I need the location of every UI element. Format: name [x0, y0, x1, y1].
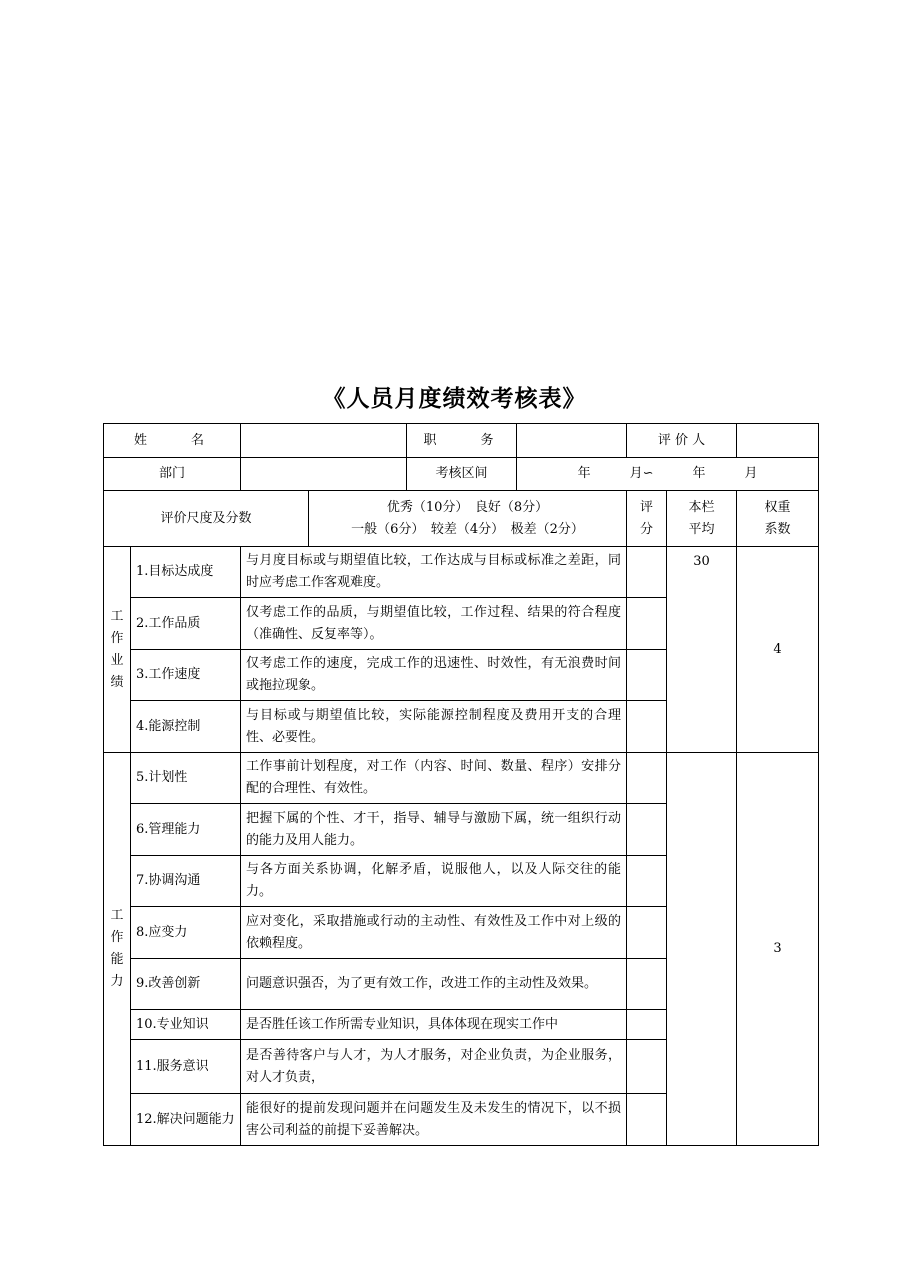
position-field[interactable]	[517, 424, 627, 458]
dept-field[interactable]	[241, 458, 407, 491]
header-row-2	[104, 458, 819, 491]
item-label: 9.改善创新	[131, 959, 241, 1010]
evaluator-label: 评 价 人	[627, 424, 737, 458]
score-cell[interactable]	[627, 1010, 667, 1040]
position-label: 职 务	[407, 424, 517, 458]
item-row	[104, 753, 819, 804]
section-average: 30	[667, 547, 737, 753]
section-weight: 3	[737, 753, 819, 1146]
item-label: 10.专业知识	[131, 1010, 241, 1040]
score-cell[interactable]	[627, 907, 667, 959]
score-cell[interactable]	[627, 959, 667, 1010]
item-row	[104, 547, 819, 598]
item-description: 仅考虑工作的速度，完成工作的迅速性、时效性，有无浪费时间或拖拉现象。	[241, 650, 627, 701]
item-description: 与各方面关系协调，化解矛盾，说服他人，以及人际交往的能力。	[241, 856, 627, 907]
item-label: 2.工作品质	[131, 598, 241, 650]
item-label: 5.计划性	[131, 753, 241, 804]
item-description: 与月度目标或与期望值比较，工作达成与目标或标准之差距，同时应考虑工作客观难度。	[241, 547, 627, 598]
item-label: 3.工作速度	[131, 650, 241, 701]
scale-label: 评价尺度及分数	[104, 491, 309, 547]
item-description: 能很好的提前发现问题并在问题发生及未发生的情况下，以不损害公司利益的前提下妥善解决。	[241, 1094, 627, 1146]
section-label-performance: 工 作 业 绩	[104, 547, 131, 753]
header-row-1	[104, 424, 819, 458]
item-description: 把握下属的个性、才干，指导、辅导与激励下属，统一组织行动的能力及用人能力。	[241, 804, 627, 856]
period-label: 考核区间	[407, 458, 517, 491]
item-description: 工作事前计划程度，对工作（内容、时间、数量、程序）安排分配的合理性、有效性。	[241, 753, 627, 804]
scale-row	[104, 491, 819, 547]
item-description: 是否善待客户与人才，为人才服务，对企业负责，为企业服务，对人才负责，	[241, 1040, 627, 1094]
score-header: 评分	[627, 491, 667, 547]
dept-label: 部门	[104, 458, 241, 491]
scale-line-2: 一般（6分） 较差（4分） 极差（2分）	[351, 521, 584, 537]
name-field[interactable]	[241, 424, 407, 458]
item-label: 12.解决问题能力	[131, 1094, 241, 1146]
average-header: 本栏平均	[667, 491, 737, 547]
score-cell[interactable]	[627, 547, 667, 598]
item-label: 8.应变力	[131, 907, 241, 959]
item-label: 1.目标达成度	[131, 547, 241, 598]
evaluator-field[interactable]	[737, 424, 819, 458]
item-description: 仅考虑工作的品质，与期望值比较，工作过程、结果的符合程度（准确性、反复率等）。	[241, 598, 627, 650]
score-cell[interactable]	[627, 598, 667, 650]
item-label: 11.服务意识	[131, 1040, 241, 1094]
score-cell[interactable]	[627, 856, 667, 907]
score-cell[interactable]	[627, 1040, 667, 1094]
item-description: 问题意识强否，为了更有效工作，改进工作的主动性及效果。	[241, 959, 627, 1010]
section-label-ability: 工 作 能 力	[104, 753, 131, 1146]
name-label: 姓 名	[104, 424, 241, 458]
item-label: 7.协调沟通	[131, 856, 241, 907]
item-description: 与目标或与期望值比较，实际能源控制程度及费用开支的合理性、必要性。	[241, 701, 627, 753]
item-label: 4.能源控制	[131, 701, 241, 753]
item-label: 6.管理能力	[131, 804, 241, 856]
score-cell[interactable]	[627, 753, 667, 804]
score-cell[interactable]	[627, 701, 667, 753]
score-cell[interactable]	[627, 1094, 667, 1146]
scale-legend	[309, 491, 627, 547]
item-description: 是否胜任该工作所需专业知识，具体体现在现实工作中	[241, 1010, 627, 1040]
section-average	[667, 753, 737, 1146]
page-title: 《人员月度绩效考核表》	[322, 385, 587, 412]
score-cell[interactable]	[627, 650, 667, 701]
scale-line-1: 优秀（10分） 良好（8分）	[386, 499, 549, 515]
period-field[interactable]: 年 月∽ 年 月	[517, 458, 819, 491]
section-weight: 4	[737, 547, 819, 753]
item-description: 应对变化，采取措施或行动的主动性、有效性及工作中对上级的依赖程度。	[241, 907, 627, 959]
weight-header: 权重系数	[737, 491, 819, 547]
appraisal-form-table	[103, 423, 819, 1146]
score-cell[interactable]	[627, 804, 667, 856]
